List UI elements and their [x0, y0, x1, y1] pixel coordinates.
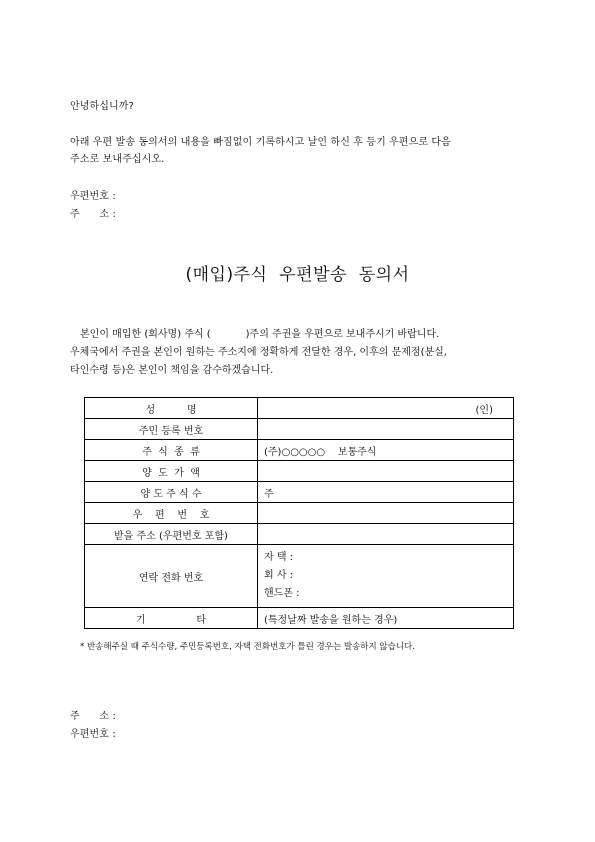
row-transfer-amount [85, 461, 514, 482]
rrn-field[interactable] [258, 419, 514, 440]
seal-mark: (인) [475, 404, 493, 416]
transfer-shares-value[interactable]: 주 [258, 482, 514, 503]
office-phone-label: 회 사 : [264, 570, 294, 581]
top-postal-label: 우편번호 : [70, 191, 116, 202]
transfer-amount-field[interactable] [258, 461, 514, 482]
rrn-label: 주민 등록 번호 [85, 419, 258, 440]
mobile-phone-label: 핸드폰 : [264, 588, 300, 599]
consent-form-table [84, 397, 514, 629]
name-field[interactable] [258, 398, 514, 419]
receive-address-label: 받을 주소 (우편번호 포함) [85, 524, 258, 545]
row-postal [85, 503, 514, 524]
body-line-3: 타인수령 등)은 본인이 책임을 감수하겠습니다. [70, 365, 274, 376]
home-phone-label: 자 택 : [264, 552, 294, 563]
row-recv-address [85, 524, 514, 545]
etc-label: 기 타 [85, 608, 258, 629]
stock-type-value[interactable]: (주)○○○○○ 보통주식 [258, 440, 514, 461]
intro-line-2: 주소로 보내주십시오. [70, 154, 165, 165]
footnote: * 반송해주실 때 주식수량, 주민등록번호, 자택 전화번호가 틀린 경우는 발송하지 않습니다. [80, 642, 415, 652]
transfer-shares-label: 양 도 주 식 수 [85, 482, 258, 503]
top-address-label: 주 소 : [70, 209, 116, 220]
bottom-postal-label: 우편번호 : [70, 729, 116, 740]
bottom-address-label: 주 소 : [70, 711, 116, 722]
row-name [85, 398, 514, 419]
postal-code-field[interactable] [258, 503, 514, 524]
contact-field[interactable] [258, 545, 514, 608]
row-etc [85, 608, 514, 629]
body-line-2: 우체국에서 주권을 본인이 원하는 주소지에 정확하게 전달한 경우, 이후의 문제점(분실, [70, 347, 447, 358]
receive-address-field[interactable] [258, 524, 514, 545]
intro-line-1: 아래 우편 발송 동의서의 내용을 빠짐없이 기록하시고 날인 하신 후 등기 우편으로 다음 [70, 137, 451, 148]
postal-code-label: 우 편 번 호 [85, 503, 258, 524]
name-label: 성 명 [85, 398, 258, 419]
etc-value[interactable]: (특정날짜 발송을 원하는 경우) [258, 608, 514, 629]
row-contact [85, 545, 514, 608]
row-transfer-shares [85, 482, 514, 503]
stock-type-label: 주 식 종 류 [85, 440, 258, 461]
body-line-1: 본인이 매입한 (회사명) 주식 ( )주의 주권을 우편으로 보내주시기 바랍니다. [80, 329, 440, 340]
transfer-amount-label: 양 도 가 액 [85, 461, 258, 482]
row-stock-type [85, 440, 514, 461]
greeting: 안녕하십니까? [70, 101, 134, 112]
contact-label: 연락 전화 번호 [85, 545, 258, 608]
document-title: (매입)주식 우편발송 동의서 [185, 265, 410, 285]
row-rrn [85, 419, 514, 440]
